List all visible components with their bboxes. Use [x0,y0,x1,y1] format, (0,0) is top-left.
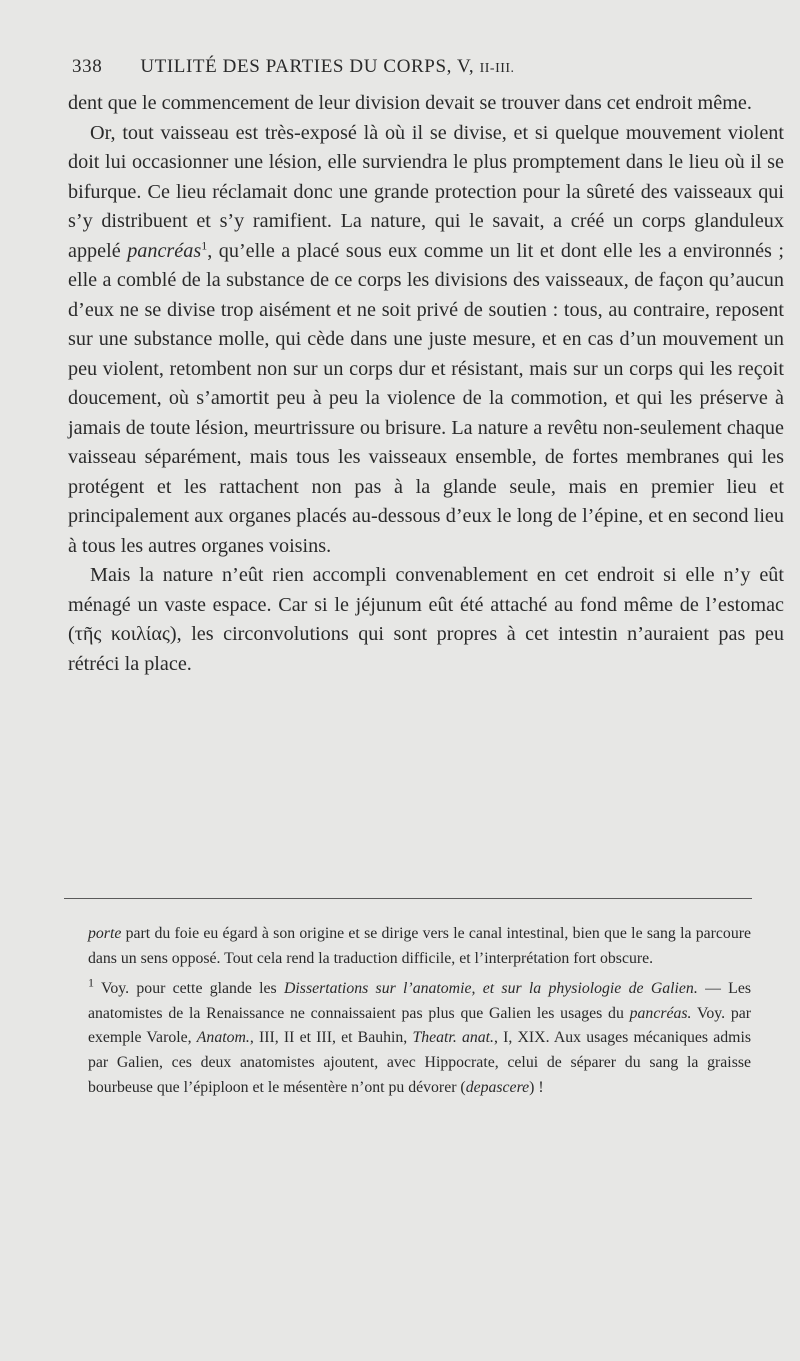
reference-anatom: Anatom. [196,1029,250,1047]
footnote-marker[interactable]: 1 [201,237,208,252]
term-porte: porte [88,925,122,942]
footnote-text: , I, XIX. Aux usages mécaniques admis par Galien, ces deux anatomistes ajoutent, avec Hippocrate, celui de séparer du sang la graisse bourbeuse que l’épiploon et le mésentère n’ont pu dévorer ( [88,1029,751,1096]
footnote-text: Voy. pour cette glande les [94,980,284,998]
footnote-text: part du foie eu égard à son origine et se dirige vers le canal intestinal, bien que le sang la parcoure dans un sens opposé. Tout cela rend la traduction difficile, et l’interprétation fort obscure. [88,925,751,967]
reference-theatr: Theatr. anat. [412,1029,494,1047]
footnote-number: 1 [88,975,94,990]
page-number: 338 [72,56,103,77]
term-pancreas: pancréas [127,239,202,262]
footnote-text: , III, II et III, et Bauhin, [249,1029,413,1047]
main-text [68,89,784,679]
footnote-1 [88,977,751,1100]
footnote-text: — Les anatomistes de la Renaissance ne connaissaient pas plus que Galien les usages du [88,980,751,1022]
paragraph-text: Or, tout vaisseau est très-exposé là où il se divise, et si quelque mouvement violent doit lui occasionner une lésion, elle surviendra le plus promptement dans le lieu où il se bifurque. Ce lieu réclamait donc une grande protection pour la sûreté des vaisseaux qui s’y distribuent et s’y ramifient. La nature, qui le savait, a créé un corps glanduleux appelé [68,121,784,262]
paragraph-text: , qu’elle a placé sous eux comme un lit et dont elle les a environnés ; elle a comblé de la substance de ce corps les divisions des vaisseaux, de façon qu’aucun d’eux ne se divise trop aisément et ne soit privé de soutien : tous, au contraire, reposent sur une substance molle, qui cède dans une juste mesure, et en cas d’un mouvement un peu violent, retombent non sur un corps dur et résistant, mais sur un corps qui les reçoit doucement, où s’amortit peu à peu la violence de la commotion, et qui les préserve à jamais de toute lésion, meurtrissure ou brisure. La nature a revêtu non-seulement chaque vaisseau séparément, mais tous les vaisseaux ensemble, de fortes membranes qui les protégent et les rattachent non pas à la glande seule, mais en premier lieu et principalement aux organes placés au-dessous d’eux le long de l’épine, et en second lieu à tous les autres organes voisins. [68,239,784,557]
footnotes [88,922,751,1100]
latin-depascere: depascere [465,1078,530,1096]
paragraph-continued: dent que le commencement de leur division devait se trouver dans cet endroit même. [68,92,752,114]
paragraph-jejunum: Mais la nature n’eût rien accompli convenablement en cet endroit si elle n’y eût ménagé un vaste espace. Car si le jéjunum eût été attaché au fond même de l’estomac (τῆς κοιλίας), les circonvolutions qui sont propres à cet intestin n’auraient pas peu rétréci la place. [68,564,784,675]
footnote-text: ) ! [529,1078,544,1096]
running-title: UTILITÉ DES PARTIES DU CORPS, V, [140,56,475,77]
reference-dissertations: Dissertations sur l’anatomie, et sur la physiologie de Galien. [284,980,698,998]
paragraph-pancreas [68,119,784,562]
running-header [72,56,712,78]
footnote-divider [64,898,752,899]
footnote-continued [88,922,751,971]
footnote-text: Voy. par exemple Varole, [88,1004,751,1047]
term-pancreas-note: pancréas. [629,1004,692,1022]
section-ref: II-III. [479,61,515,76]
